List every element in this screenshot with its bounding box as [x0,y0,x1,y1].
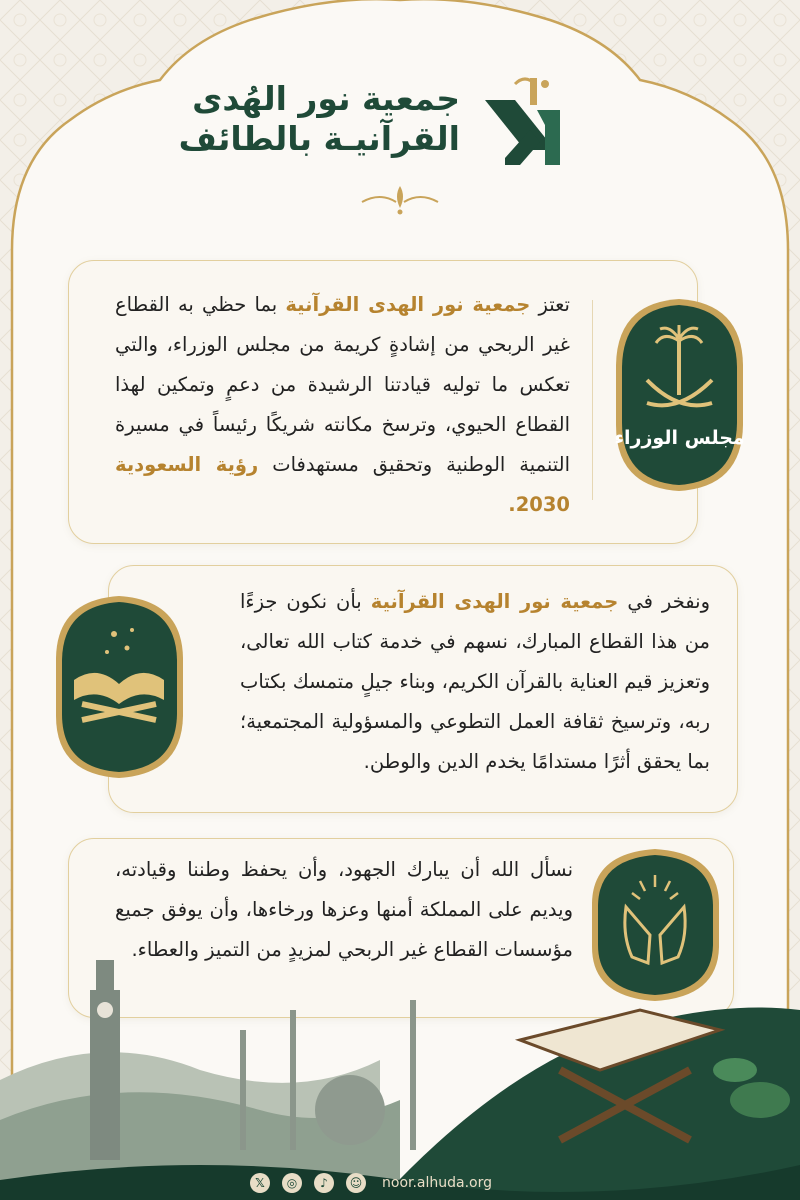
website-link[interactable]: noor.alhuda.org [382,1175,493,1191]
logo-mark-icon [475,70,570,170]
logo-title-line2: القرآنيـة بالطائف [178,119,460,158]
card-2-text [240,582,710,782]
gold-ornament-icon [360,182,440,218]
palm-swords-emblem-icon [612,295,747,495]
footer [250,1170,550,1196]
highlight-text: رؤية السعودية 2030. [115,453,570,516]
body-text: تعتز [530,293,570,316]
instagram-icon[interactable]: ◎ [282,1173,302,1193]
highlight-text: جمعية نور الهدى القرآنية [285,293,531,316]
body-text: بما حظي به القطاع غير الربحي من إشادةٍ كريمة من مجلس الوزراء، والتي تعكس ما توليه قيادتنا الرشيدة من دعمٍ وتمكين لهذا القطاع الحيوي، وترسخ مكانته شريكًا رئيساً في مسيرة التنمية الوطنية وتحقيق مستهدفات [115,293,570,476]
snapchat-icon[interactable]: ☺ [346,1173,366,1193]
quran-stand-icon [52,592,187,782]
x-icon[interactable]: 𝕏 [250,1173,270,1193]
card-divider [592,300,593,500]
quran-badge [52,592,187,782]
logo-title-line1: جمعية نور الهُدى [192,79,460,118]
organization-logo [178,70,570,170]
body-text: ونفخر في [618,590,710,613]
card-1-text [115,285,570,525]
highlight-text: جمعية نور الهدى القرآنية [370,590,619,613]
council-of-ministers-badge [612,295,747,495]
body-text: بأن نكون جزءًا من هذا القطاع المبارك، نسهم في خدمة كتاب الله تعالى، وتعزيز قيم العناية بالقرآن الكريم، وبناء جيلٍ متمسك بكتاب ربه، وترسيخ ثقافة العمل التطوعي والمسؤولية المجتمعية؛ بما يحقق أثرًا مستدامًا يخدم الدين والوطن. [240,590,710,773]
tiktok-icon[interactable]: ♪ [314,1173,334,1193]
body-text: نسأل الله أن يبارك الجهود، وأن يحفظ وطننا وقيادته، ويديم على المملكة أمنها وعزها ورخاءها، وأن يوفق جميع مؤسسات القطاع غير الربحي لمزيدٍ من التميز والعطاء. [115,858,573,961]
badge-label: مجلس الوزراء [614,427,745,449]
city-landscape-illustration [0,950,800,1200]
